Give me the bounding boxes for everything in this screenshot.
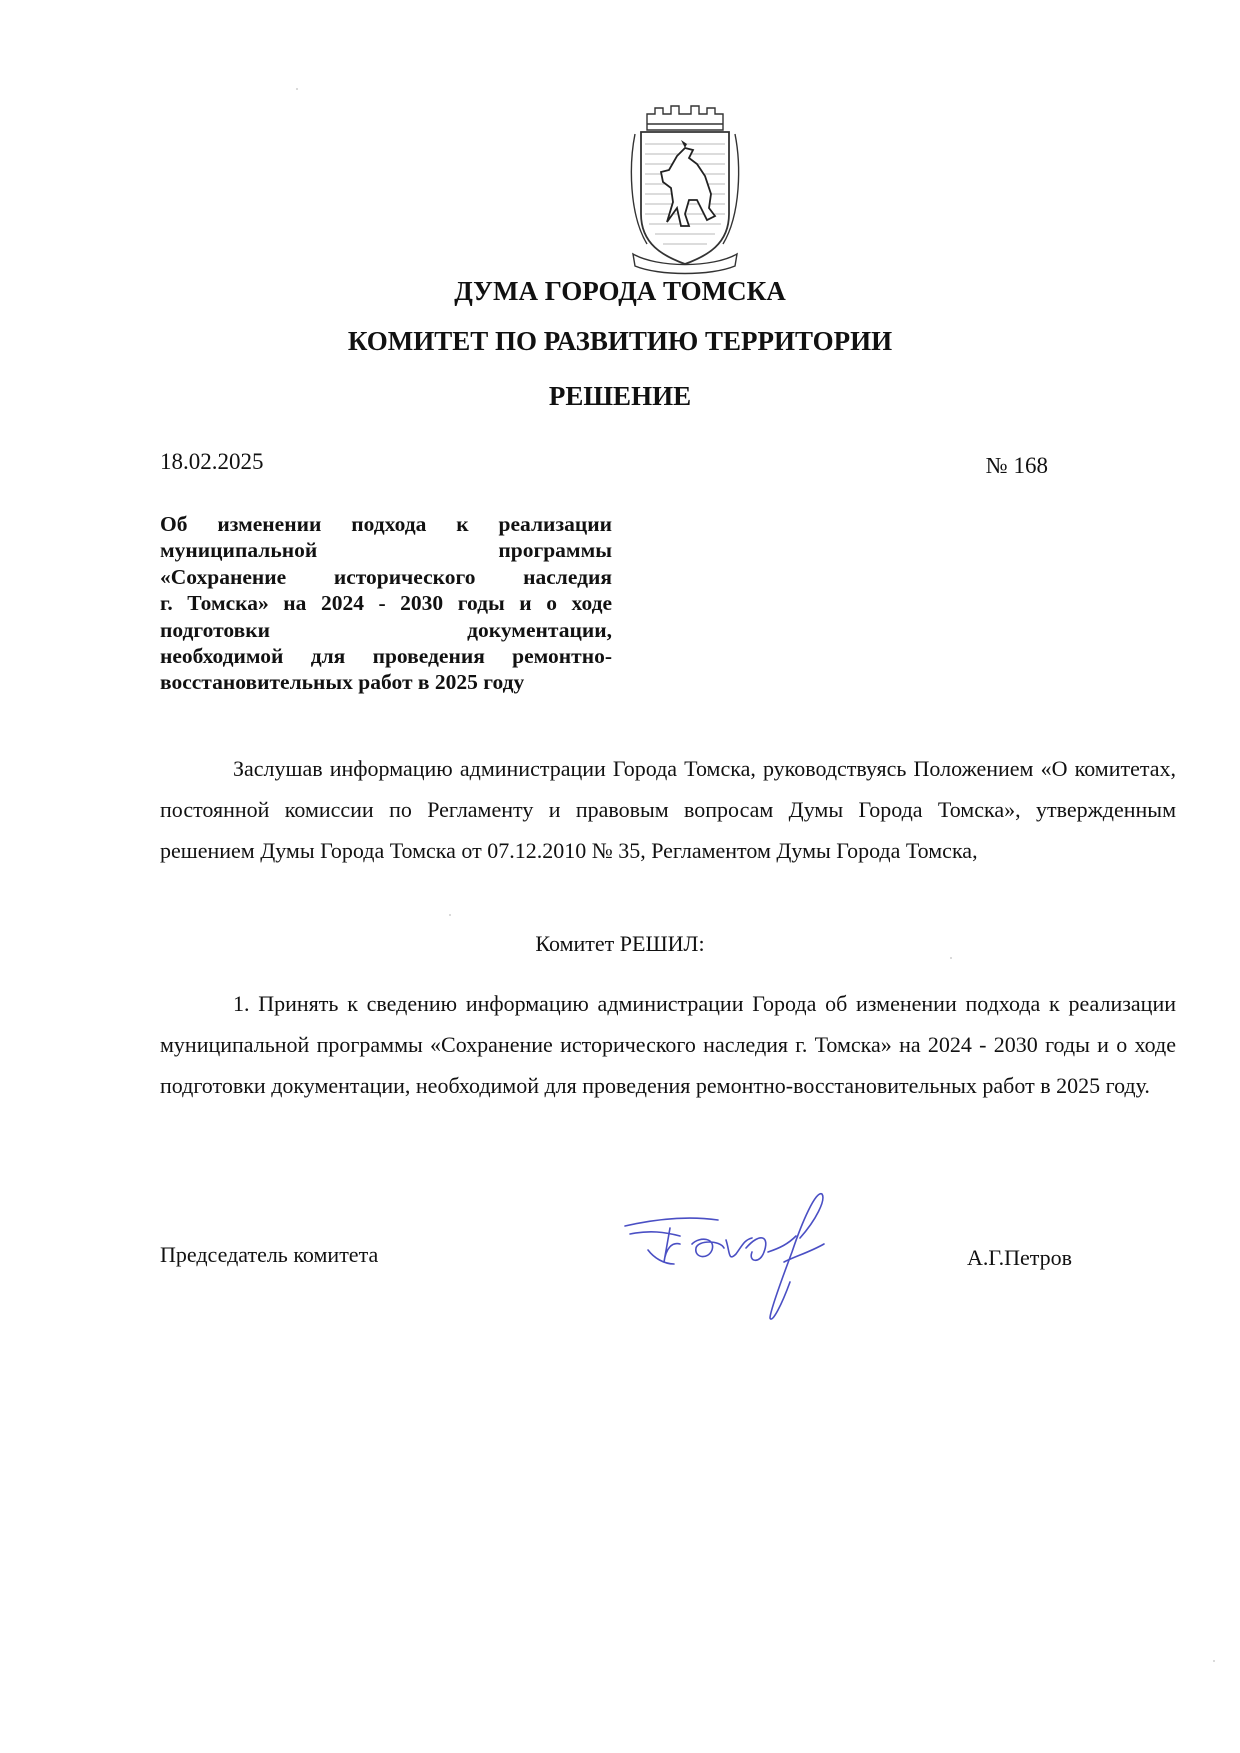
scan-speck (449, 914, 451, 916)
preamble-paragraph (160, 748, 1176, 871)
subject-line: Об изменении подхода к реализации (160, 512, 612, 536)
tomsk-coat-of-arms-icon (627, 104, 743, 276)
decision-item-1: 1. Принять к сведению информацию администрации Города об изменении подхода к реализации муниципальной программы «Сохранение исторического наследия г. Томска» на 2024 - 2030 годы и о ходе подготовки документации, необходимой для проведения ремонтно-восстановительных работ в 2025 году. (160, 991, 1176, 1098)
scan-speck (950, 957, 952, 959)
subject-line: «Сохранение исторического наследия (160, 564, 612, 589)
scan-speck (296, 88, 298, 90)
decision-item-paragraph (160, 983, 1176, 1106)
document-type: РЕШЕНИЕ (548, 381, 692, 411)
organization-title: ДУМА ГОРОДА ТОМСКА (454, 276, 786, 306)
committee-title: КОМИТЕТ ПО РАЗВИТИЮ ТЕРРИТОРИИ (347, 326, 893, 356)
signatory-role: Председатель комитета (160, 1242, 379, 1267)
preamble-text: Заслушав информацию администрации Города Томска, руководствуясь Положением «О комитетах, постоянной комиссии по Регламенту и правовым вопросам Думы Города Томска», утвержденным решением Думы Города Томска от 07.12.2010 № 35, Регламентом Думы Города Томска, (160, 756, 1176, 863)
subject-line: муниципальной программы (160, 538, 612, 563)
document-date: 18.02.2025 (160, 449, 264, 474)
signatory-name: А.Г.Петров (967, 1245, 1073, 1270)
handwritten-signature-icon (620, 1192, 880, 1352)
subject-line: подготовки документации, (160, 617, 612, 642)
scan-speck (1213, 1660, 1215, 1662)
document-subject (160, 511, 612, 696)
document-number: № 168 (985, 453, 1048, 478)
subject-line: необходимой для проведения ремонтно- (160, 644, 612, 669)
subject-line: восстановительных работ в 2025 году (160, 670, 525, 695)
resolved-heading: Комитет РЕШИЛ: (535, 931, 705, 956)
subject-line: г. Томска» на 2024 - 2030 годы и о ходе (160, 591, 612, 616)
